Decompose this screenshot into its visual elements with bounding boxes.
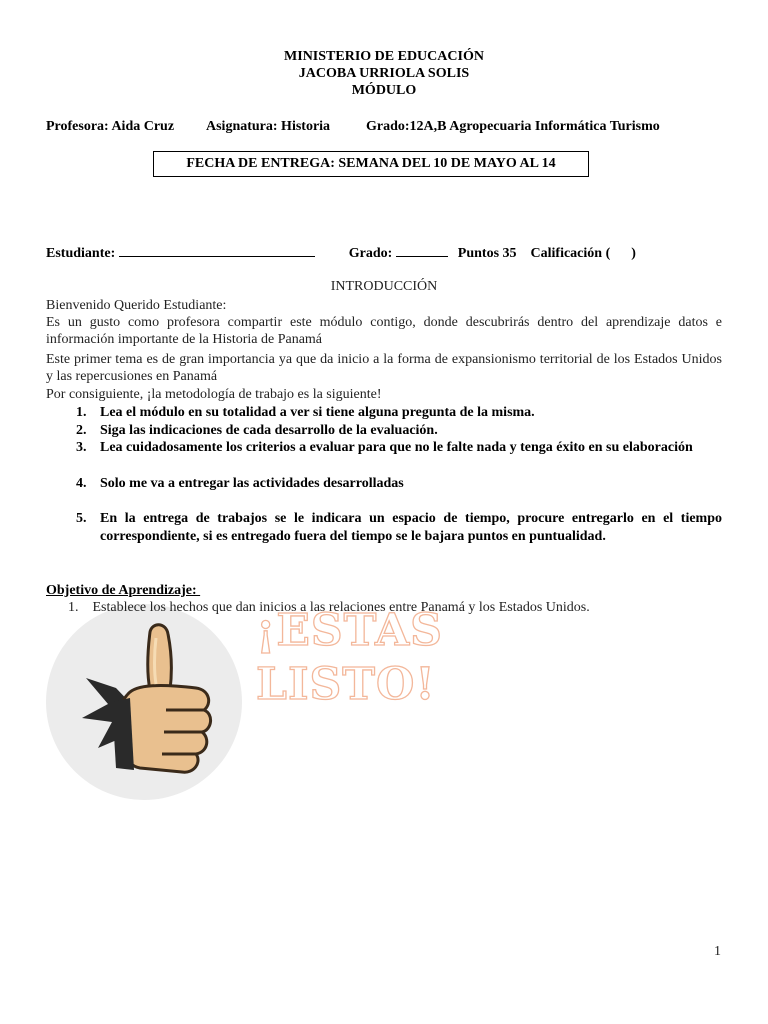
grade-field-label: Grado: bbox=[348, 246, 393, 261]
module-title: MÓDULO bbox=[351, 83, 417, 98]
ready-banner: ¡ESTAS LISTO! bbox=[256, 605, 443, 710]
student-label: Estudiante: bbox=[46, 246, 116, 261]
school-name: JACOBA URRIOLA SOLIS bbox=[298, 66, 470, 81]
objective-heading: Objetivo de Aprendizaje: bbox=[46, 583, 201, 598]
objective-item: 1. Establece los hechos que dan inicios a las relaciones entre Panamá y los Estados Unidos. bbox=[68, 600, 590, 615]
list-item: 3. Lea cuidadosamente los criterios a evaluar para que no le falte nada y tenga éxito en su elaboración bbox=[76, 440, 693, 455]
ministry-title: MINISTERIO DE EDUCACIÓN bbox=[284, 49, 484, 64]
list-item: 5. En la entrega de trabajos se le indicara un espacio de tiempo, procure entregarlo en el tiempo correspondiente, si es entregado fuera del tiempo se le bajara puntos en puntualidad. bbox=[76, 511, 722, 544]
score-label: Calificación ( ) bbox=[530, 246, 636, 261]
student-line bbox=[46, 243, 636, 262]
grade-label: Grado:12A,B Agropecuaria Informática Turismo bbox=[366, 119, 660, 134]
deadline-box: FECHA DE ENTREGA: SEMANA DEL 10 DE MAYO AL 14 bbox=[153, 151, 589, 177]
intro-paragraph-3: Por consiguiente, ¡la metodología de trabajo es la siguiente! bbox=[46, 387, 382, 402]
intro-greeting: Bienvenido Querido Estudiante: bbox=[46, 298, 227, 313]
list-item: 1. Lea el módulo en su totalidad a ver si tiene alguna pregunta de la misma. bbox=[76, 405, 535, 420]
points-label: Puntos 35 bbox=[457, 246, 517, 261]
methodology-list bbox=[46, 404, 722, 545]
introduction-heading: INTRODUCCIÓN bbox=[330, 279, 438, 294]
thumbs-up-icon bbox=[76, 618, 226, 778]
teacher-label: Profesora: Aida Cruz bbox=[46, 119, 175, 134]
subject-label: Asignatura: Historia bbox=[206, 119, 331, 134]
student-name-blank[interactable] bbox=[119, 243, 315, 257]
list-item: 4. Solo me va a entregar las actividades desarrolladas bbox=[76, 475, 404, 491]
info-line bbox=[46, 119, 660, 135]
page-number: 1 bbox=[714, 944, 721, 959]
intro-paragraph-1: Es un gusto como profesora compartir este módulo contigo, donde descubrirás dentro del aprendizaje datos e información importante de la Historia de Panamá bbox=[46, 315, 722, 347]
grade-blank[interactable] bbox=[396, 243, 448, 257]
list-item: 2. Siga las indicaciones de cada desarrollo de la evaluación. bbox=[76, 422, 438, 438]
intro-paragraph-2: Este primer tema es de gran importancia ya que da inicio a la forma de expansionismo territorial de los Estados Unidos y las repercusiones en Panamá bbox=[46, 352, 722, 384]
